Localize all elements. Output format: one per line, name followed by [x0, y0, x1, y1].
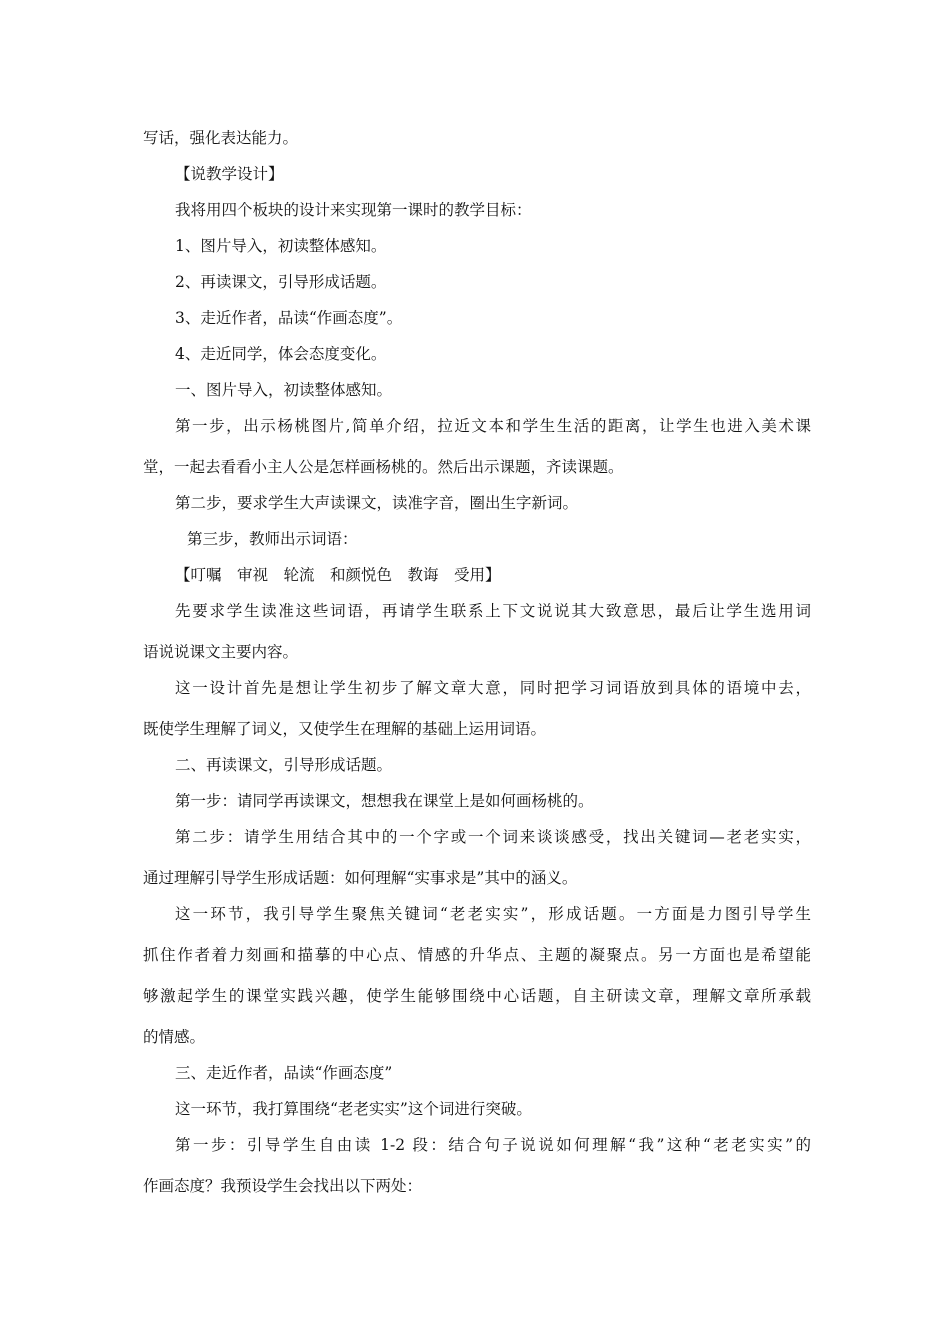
text-line: 通过理解引导学生形成话题：如何理解“实事求是”其中的涵义。 — [143, 869, 578, 887]
text-line: 第三步，教师出示词语： — [187, 530, 358, 548]
list-item: 4、走近同学，体会态度变化。 — [175, 345, 387, 363]
text-line: 写话，强化表达能力。 — [143, 129, 299, 147]
section-heading: 一、图片导入，初读整体感知。 — [175, 381, 393, 399]
section-heading: 【说教学设计】 — [175, 165, 284, 183]
text-line: 够激起学生的课堂实践兴趣，使学生能够围绕中心话题，自主研读文章，理解文章所承载 — [143, 987, 811, 1005]
text-line: 第一步：引导学生自由读 1-2 段：结合句子说说如何理解“我”这种“老老实实”的 — [175, 1136, 811, 1154]
text-line: 这一环节，我引导学生聚焦关键词“老老实实”，形成话题。一方面是力图引导学生 — [175, 905, 811, 923]
text-line: 第二步，要求学生大声读课文，读准字音，圈出生字新词。 — [175, 494, 579, 512]
text-line: 第一步，出示杨桃图片,简单介绍，拉近文本和学生生活的距离，让学生也进入美术课 — [175, 417, 811, 435]
list-item: 1、图片导入，初读整体感知。 — [175, 237, 387, 255]
list-item: 2、再读课文，引导形成话题。 — [175, 273, 387, 291]
list-item: 3、走近作者，品读“作画态度”。 — [175, 309, 403, 327]
text-line: 这一设计首先是想让学生初步了解文章大意，同时把学习词语放到具体的语境中去， — [175, 679, 811, 697]
text-line: 的情感。 — [143, 1028, 206, 1046]
text-line: 这一环节，我打算围绕“老老实实”这个词进行突破。 — [175, 1100, 532, 1118]
text-line: 第二步：请学生用结合其中的一个字或一个词来谈谈感受，找出关键词—老老实实， — [175, 828, 811, 846]
text-line: 第一步：请同学再读课文，想想我在课堂上是如何画杨桃的。 — [175, 792, 594, 810]
text-line: 抓住作者着力刻画和描摹的中心点、情感的升华点、主题的凝聚点。另一方面也是希望能 — [143, 946, 811, 964]
text-line: 我将用四个板块的设计来实现第一课时的教学目标： — [175, 201, 532, 219]
text-line: 作画态度？我预设学生会找出以下两处： — [143, 1177, 423, 1195]
text-line: 先要求学生读准这些词语，再请学生联系上下文说说其大致意思，最后让学生选用词 — [175, 602, 811, 620]
text-line: 语说说课文主要内容。 — [143, 643, 299, 661]
text-line: 堂，一起去看看小主人公是怎样画杨桃的。然后出示课题，齐读课题。 — [143, 458, 624, 476]
vocabulary-list: 【叮嘱 审视 轮流 和颜悦色 教诲 受用】 — [175, 566, 501, 584]
section-heading: 三、走近作者，品读“作画态度” — [175, 1064, 393, 1082]
section-heading: 二、再读课文，引导形成话题。 — [175, 756, 393, 774]
text-line: 既使学生理解了词义，又使学生在理解的基础上运用词语。 — [143, 720, 547, 738]
